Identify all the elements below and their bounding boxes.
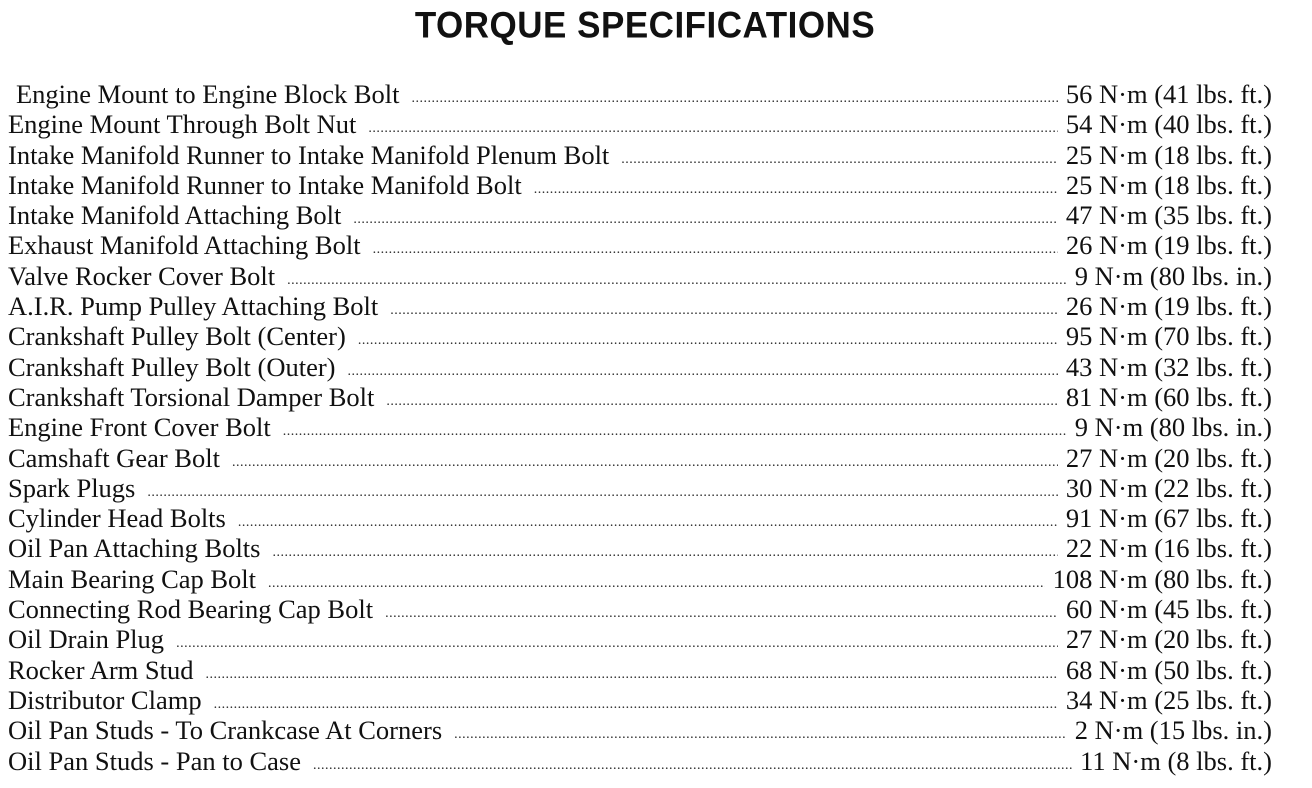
spec-part: Oil Drain Plug: [8, 624, 165, 655]
spec-row: [8, 382, 1272, 412]
spec-value: 95 N·m (70 lbs. ft.): [1065, 321, 1272, 352]
spec-value: 81 N·m (60 lbs. ft.): [1065, 381, 1272, 412]
spec-part: Crankshaft Pulley Bolt (Outer): [8, 351, 336, 382]
spec-part: Main Bearing Cap Bolt: [8, 563, 257, 594]
spec-value: 60 N·m (45 lbs. ft.): [1065, 594, 1272, 625]
spec-value: 43 N·m (32 lbs. ft.): [1065, 351, 1272, 382]
spec-row: [8, 291, 1272, 321]
dot-leader: [232, 448, 1058, 478]
spec-value: 91 N·m (67 lbs. ft.): [1065, 503, 1272, 534]
dot-leader: [214, 690, 1058, 720]
spec-value: 27 N·m (20 lbs. ft.): [1065, 442, 1272, 473]
spec-row: [8, 79, 1272, 109]
dot-leader: [287, 266, 1067, 296]
spec-row: [8, 109, 1272, 139]
spec-value: 27 N·m (20 lbs. ft.): [1065, 624, 1272, 655]
spec-value: 11 N·m (8 lbs. ft.): [1080, 745, 1272, 776]
dot-leader: [385, 599, 1058, 629]
spec-part: Engine Front Cover Bolt: [8, 412, 271, 443]
spec-value: 2 N·m (15 lbs. in.): [1074, 715, 1272, 746]
dot-leader: [176, 629, 1058, 659]
dot-leader: [147, 478, 1058, 508]
dot-leader: [348, 357, 1058, 387]
spec-part: Spark Plugs: [8, 472, 136, 503]
spec-value: 108 N·m (80 lbs. ft.): [1052, 563, 1272, 594]
spec-part: Intake Manifold Attaching Bolt: [8, 200, 342, 231]
spec-part: Oil Pan Studs - To Crankcase At Corners: [8, 715, 443, 746]
dot-leader: [390, 296, 1058, 326]
spec-part: Connecting Rod Bearing Cap Bolt: [8, 594, 374, 625]
spec-part: Intake Manifold Runner to Intake Manifold Plenum Bolt: [8, 139, 610, 170]
dot-leader: [621, 145, 1058, 175]
spec-value: 22 N·m (16 lbs. ft.): [1065, 533, 1272, 564]
spec-row: [8, 564, 1272, 594]
spec-part: Rocker Arm Stud: [8, 654, 194, 685]
dot-leader: [206, 660, 1058, 690]
spec-part: Valve Rocker Cover Bolt: [8, 260, 276, 291]
spec-part: Camshaft Gear Bolt: [8, 442, 220, 473]
spec-row: [8, 443, 1272, 473]
spec-part: Crankshaft Pulley Bolt (Center): [8, 321, 346, 352]
spec-row: [8, 170, 1272, 200]
spec-value: 9 N·m (80 lbs. in.): [1074, 412, 1272, 443]
spec-part: Oil Pan Attaching Bolts: [8, 533, 261, 564]
spec-part: Engine Mount Through Bolt Nut: [8, 109, 357, 140]
spec-row: [8, 533, 1272, 563]
dot-leader: [283, 417, 1067, 447]
dot-leader: [534, 175, 1058, 205]
spec-value: 30 N·m (22 lbs. ft.): [1065, 472, 1272, 503]
spec-value: 56 N·m (41 lbs. ft.): [1065, 79, 1272, 109]
dot-leader: [268, 569, 1045, 599]
dot-leader: [238, 508, 1058, 538]
spec-part: A.I.R. Pump Pulley Attaching Bolt: [8, 291, 379, 322]
spec-value: 26 N·m (19 lbs. ft.): [1065, 230, 1272, 261]
spec-value: 47 N·m (35 lbs. ft.): [1065, 200, 1272, 231]
spec-value: 26 N·m (19 lbs. ft.): [1065, 291, 1272, 322]
dot-leader: [412, 84, 1058, 114]
spec-row: [8, 140, 1272, 170]
dot-leader: [313, 751, 1072, 781]
spec-row: [8, 321, 1272, 351]
spec-value: 9 N·m (80 lbs. in.): [1074, 260, 1272, 291]
spec-row: [8, 261, 1272, 291]
dot-leader: [368, 114, 1057, 144]
spec-row: [8, 594, 1272, 624]
spec-value: 54 N·m (40 lbs. ft.): [1065, 109, 1272, 140]
spec-row: [8, 685, 1272, 715]
spec-part: Engine Mount to Engine Block Bolt: [16, 79, 400, 109]
torque-spec-list: [8, 79, 1272, 776]
dot-leader: [386, 387, 1058, 417]
spec-part: Crankshaft Torsional Damper Bolt: [8, 381, 375, 412]
spec-part: Exhaust Manifold Attaching Bolt: [8, 230, 361, 261]
dot-leader: [353, 205, 1058, 235]
spec-row: [8, 715, 1272, 745]
spec-row: [8, 352, 1272, 382]
dot-leader: [273, 538, 1058, 568]
dot-leader: [373, 235, 1058, 265]
spec-row: [8, 230, 1272, 260]
spec-value: 25 N·m (18 lbs. ft.): [1065, 139, 1272, 170]
spec-part: Intake Manifold Runner to Intake Manifold Bolt: [8, 169, 522, 200]
spec-value: 34 N·m (25 lbs. ft.): [1065, 684, 1272, 715]
spec-row: [8, 412, 1272, 442]
spec-row: [8, 473, 1272, 503]
dot-leader: [454, 720, 1067, 750]
spec-row: [8, 624, 1272, 654]
spec-part: Oil Pan Studs - Pan to Case: [8, 745, 301, 776]
spec-value: 68 N·m (50 lbs. ft.): [1065, 654, 1272, 685]
spec-row: [8, 746, 1272, 776]
spec-part: Distributor Clamp: [8, 684, 202, 715]
page-title: TORQUE SPECIFICATIONS: [414, 5, 876, 46]
spec-row: [8, 200, 1272, 230]
dot-leader: [358, 326, 1058, 356]
spec-part: Cylinder Head Bolts: [8, 503, 226, 534]
spec-value: 25 N·m (18 lbs. ft.): [1065, 169, 1272, 200]
